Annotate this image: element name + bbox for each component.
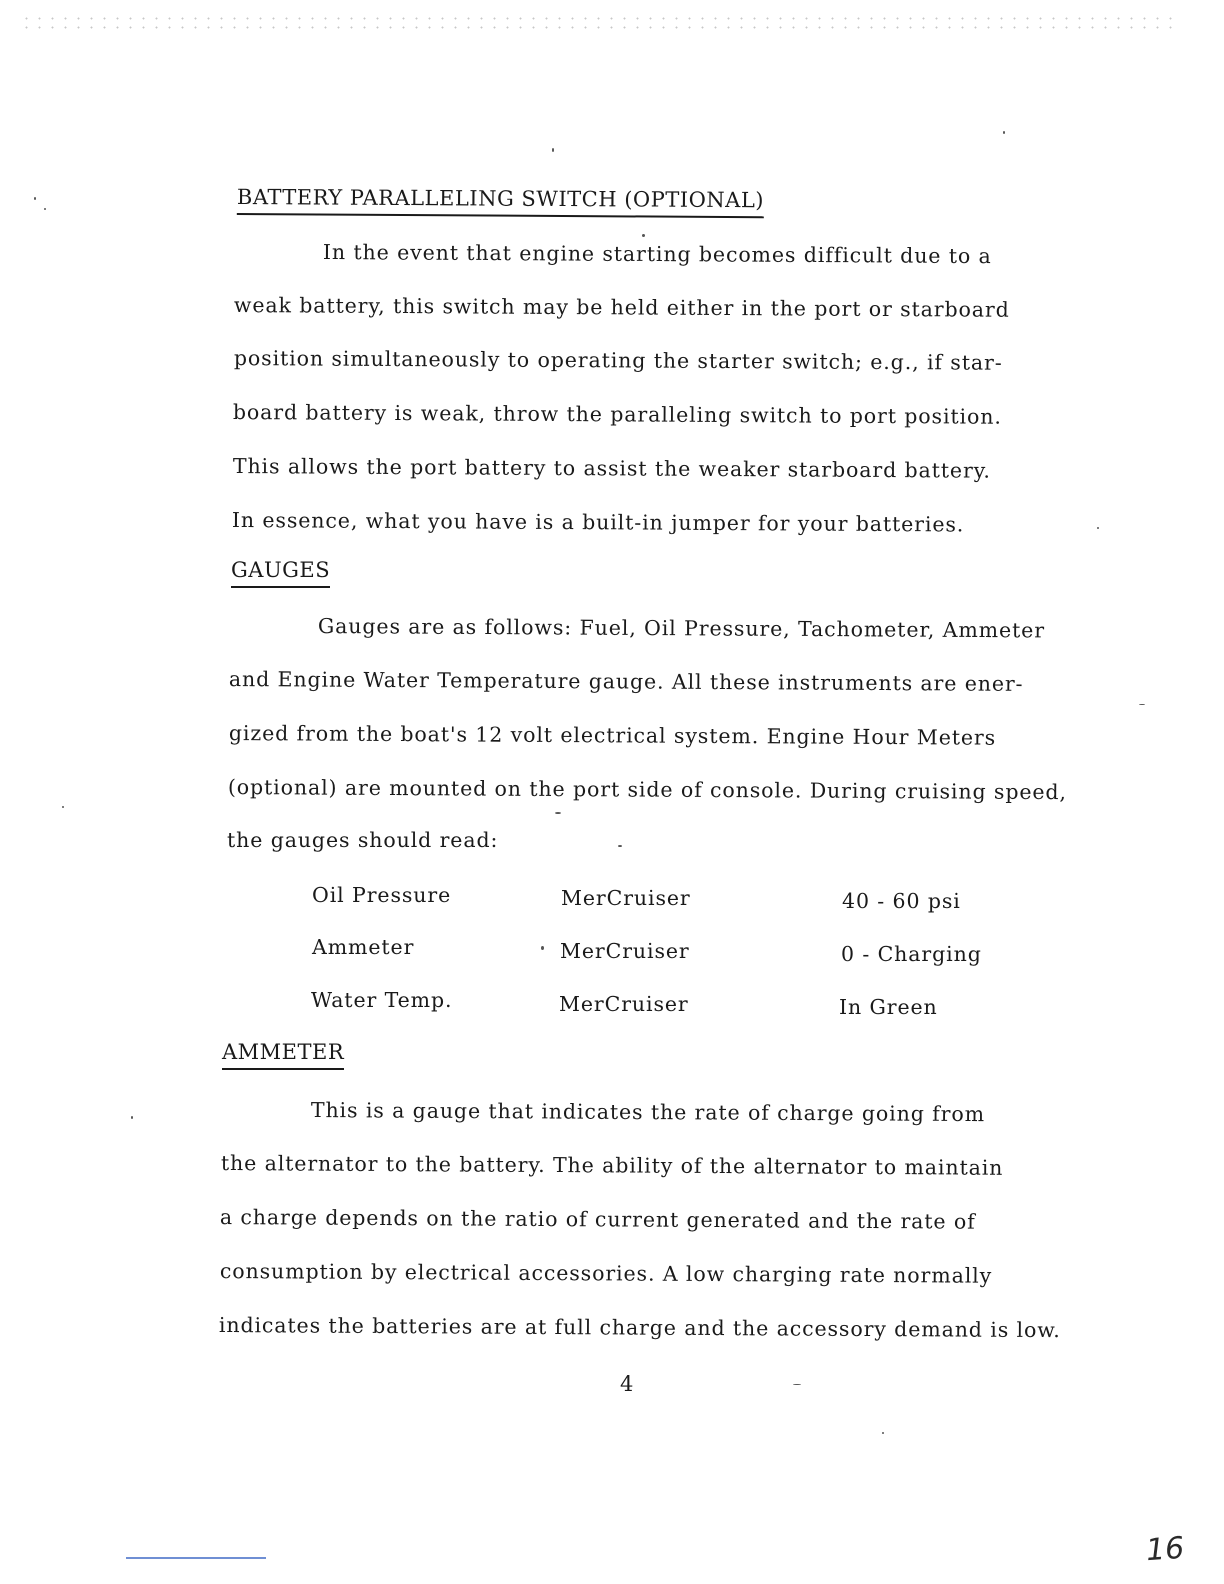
reading-cell: In Green bbox=[839, 995, 938, 1019]
paragraph-line: indicates the batteries are at full charge and the accessory demand is low. bbox=[218, 1313, 1061, 1343]
scan-speck bbox=[62, 806, 64, 808]
paragraph-line: the alternator to the battery. The ability of the alternator to maintain bbox=[220, 1151, 1004, 1180]
paragraph-line: weak battery, this switch may be held either in the port or starboard bbox=[233, 293, 1010, 322]
scan-speck bbox=[552, 148, 554, 152]
paragraph-line: a charge depends on the ratio of current generated and the rate of bbox=[219, 1205, 976, 1234]
paragraph-line: position simultaneously to operating the starter switch; e.g., if star- bbox=[233, 346, 1003, 375]
scan-speck bbox=[882, 1432, 884, 1434]
heading-ammeter: AMMETER bbox=[222, 1040, 344, 1070]
blue-underline-mark bbox=[126, 1557, 266, 1559]
scan-speck bbox=[1003, 131, 1005, 134]
scan-artifact-strip bbox=[20, 14, 1180, 32]
scan-speck bbox=[642, 234, 645, 237]
reading-cell: 0 - Charging bbox=[841, 942, 982, 966]
scan-speck bbox=[34, 197, 36, 200]
heading-battery-paralleling-switch: BATTERY PARALLELING SWITCH (OPTIONAL) bbox=[237, 185, 764, 218]
handwritten-page-number: 16 bbox=[1144, 1530, 1186, 1569]
scan-speck bbox=[131, 1116, 133, 1119]
paragraph-line: board battery is weak, throw the paralleling switch to port position. bbox=[232, 400, 1002, 429]
scan-speck bbox=[1139, 704, 1145, 705]
scan-speck bbox=[618, 845, 622, 847]
paragraph-line: In the event that engine starting becomes difficult due to a bbox=[322, 240, 992, 269]
scan-speck bbox=[555, 812, 561, 814]
paragraph-line: Gauges are as follows: Fuel, Oil Pressure, Tachometer, Ammeter bbox=[317, 614, 1046, 643]
scan-speck bbox=[1097, 527, 1099, 529]
paragraph-line: (optional) are mounted on the port side of console. During cruising speed, bbox=[227, 775, 1067, 805]
heading-gauges: GAUGES bbox=[231, 558, 330, 588]
scan-speck bbox=[44, 208, 46, 210]
paragraph-line: gized from the boat's 12 volt electrical system. Engine Hour Meters bbox=[228, 721, 997, 750]
scan-speck bbox=[793, 1384, 801, 1385]
engine-cell: MerCruiser bbox=[561, 886, 691, 910]
page-number: 4 bbox=[620, 1372, 634, 1396]
gauge-name-cell: Water Temp. bbox=[311, 988, 453, 1012]
paragraph-line: This allows the port battery to assist the weaker starboard battery. bbox=[232, 454, 991, 483]
paragraph-line: In essence, what you have is a built-in jumper for your batteries. bbox=[231, 508, 965, 537]
paragraph-line: consumption by electrical accessories. A low charging rate normally bbox=[219, 1259, 993, 1288]
gauge-name-cell: Ammeter bbox=[312, 935, 415, 959]
gauge-name-cell: Oil Pressure bbox=[312, 883, 452, 907]
paragraph-line: and Engine Water Temperature gauge. All these instruments are ener- bbox=[228, 667, 1024, 696]
engine-cell: MerCruiser bbox=[559, 992, 689, 1016]
paragraph-line: the gauges should read: bbox=[227, 828, 499, 852]
paragraph-line: This is a gauge that indicates the rate of charge going from bbox=[310, 1098, 986, 1127]
scan-speck bbox=[541, 946, 544, 950]
reading-cell: 40 - 60 psi bbox=[842, 889, 961, 913]
engine-cell: MerCruiser bbox=[560, 939, 690, 963]
